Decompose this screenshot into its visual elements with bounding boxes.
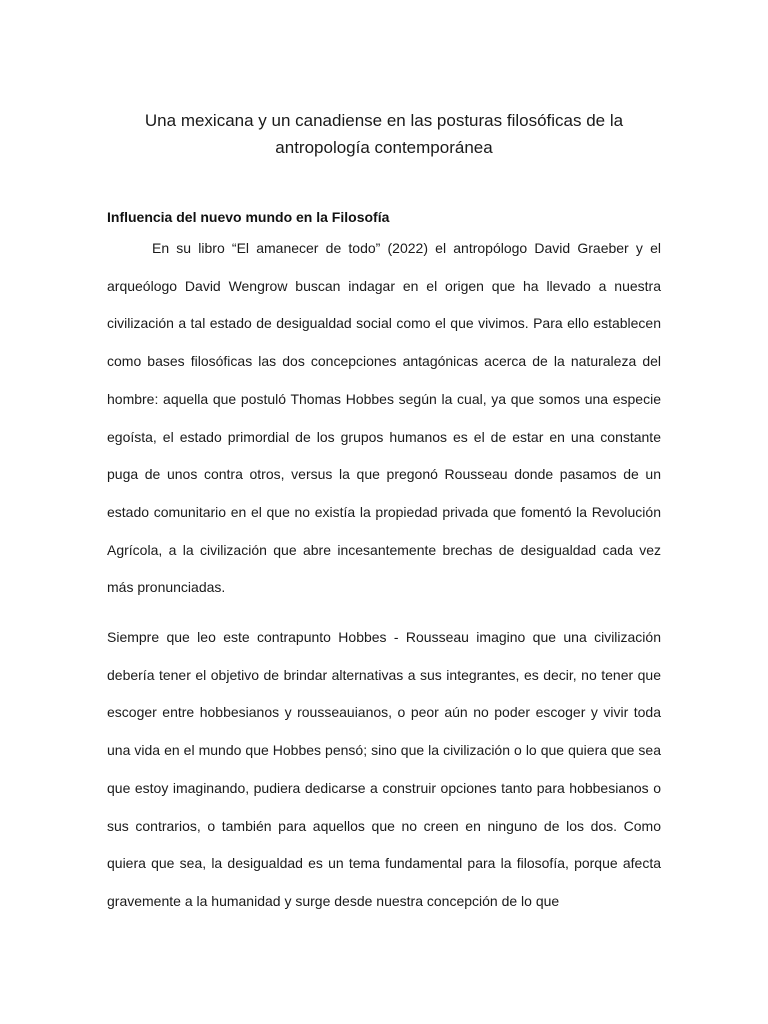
paragraph-1: En su libro “El amanecer de todo” (2022) el antropólogo David Graeber y el arqueólogo David Wengrow buscan indagar en el origen que ha llevado a nuestra civilización a tal estado de desigualdad social como el que vivimos. Para ello establecen como bases filosóficas las dos concepciones antagónicas acerca de la naturaleza del hombre: aquella que postuló Thomas Hobbes según la cual, ya que somos una especie egoísta, el estado primordial de los grupos humanos es el de estar en una constante puga de unos contra otros, versus la que pregonó Rousseau donde pasamos de un estado comunitario en el que no existía la propiedad privada que fomentó la Revolución Agrícola, a la civilización que abre incesantemente brechas de desigualdad cada vez más pronunciadas. <box>107 240 661 596</box>
page-title <box>107 107 661 161</box>
title-line-1: Una mexicana y un canadiense en las posturas filosóficas de la <box>144 111 624 130</box>
section-heading: Influencia del nuevo mundo en la Filosofía <box>107 209 390 225</box>
paragraph-2: Siempre que leo este contrapunto Hobbes - Rousseau imagino que una civilización debería tener el objetivo de brindar alternativas a sus integrantes, es decir, no tener que escoger entre hobbesianos y rousseauianos, o peor aún no poder escoger y vivir toda una vida en el mundo que Hobbes pensó; sino que la civilización o lo que quiera que sea que estoy imaginando, pudiera dedicarse a construir opciones tanto para hobbesianos o sus contrarios, o también para aquellos que no creen en ninguno de los dos. Como quiera que sea, la desigualdad es un tema fundamental para la filosofía, porque afecta gravemente a la humanidad y surge desde nuestra concepción de lo que <box>107 629 661 909</box>
title-line-2: antropología contemporánea <box>275 138 493 157</box>
